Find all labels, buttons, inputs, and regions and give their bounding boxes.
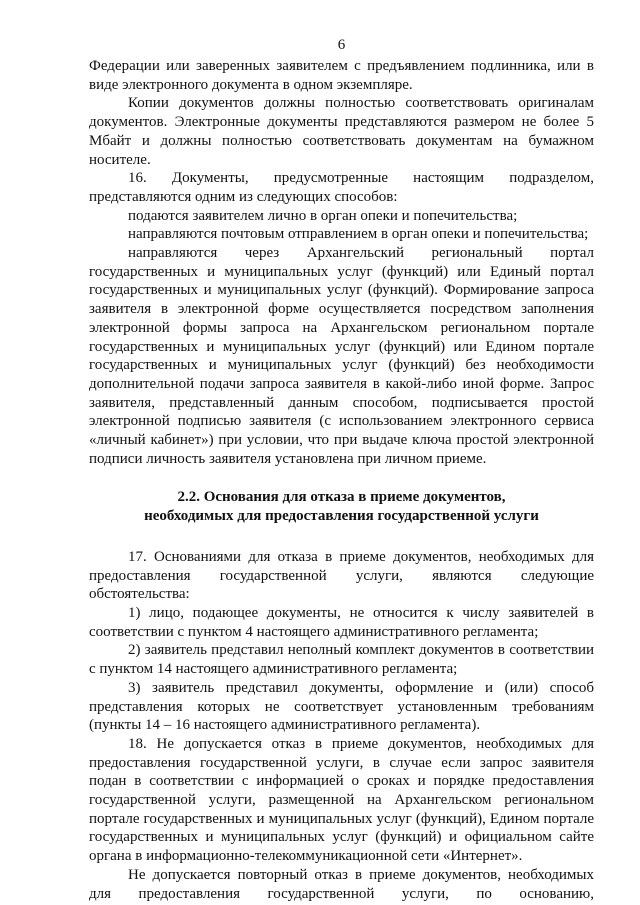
paragraph: 16. Документы, предусмотренные настоящим подразделом, представляются одним из следующих способов:	[89, 170, 594, 205]
page-number: 6	[337, 37, 346, 53]
document-page	[89, 36, 594, 903]
paragraph: Не допускается повторный отказ в приеме документов, необходимых для предоставления государственной услуги, по основанию,	[89, 866, 594, 902]
list-item: направляются через Архангельский региональный портал государственных и муниципальных услуг (функций) или Единый портал государственных и муниципальных услуг (функций). Формирование запроса заявителя в электронной форме осуществляется посредством заполнения электронной формы запроса на Архангельском региональном портале государственных и муниципальных услуг (функций) или Едином портале государственных и муниципальных услуг (функций) без необходимости дополнительной подачи запроса заявителя в какой-либо иной форме. Запрос заявителя, представленный данным способом, подписывается простой электронной подписью заявителя (с использованием электронного сервиса «личный кабинет») при условии, что при выдаче ключа простой электронной подписи личность заявителя установлена при личном приеме.	[89, 245, 594, 467]
section-heading-line: необходимых для предоставления государственной услуги	[144, 508, 539, 525]
list-item: 1) лицо, подающее документы, не относится к числу заявителей в соответствии с пунктом 4 настоящего административного регламента;	[89, 604, 594, 640]
list-item: 2) заявитель представил неполный комплект документов в соответствии с пунктом 14 настоящего административного регламента;	[89, 642, 594, 678]
section-heading	[89, 488, 594, 525]
list-item: 3) заявитель представил документы, оформление и (или) способ представления которых не соответствует установленным требованиям (пункты 14 – 16 настоящего административного регламента).	[89, 679, 594, 734]
paragraph: 18. Не допускается отказ в приеме документов, необходимых для предоставления государственной услуги, в случае если запрос заявителя подан в соответствии с информацией о сроках и порядке предоставления государственной услуги, размещенной на Архангельском региональном портале государственных и муниципальных услуг (функций), Едином портале государственных и муниципальных услуг (функций) и официальном сайте органа в информационно-телекоммуникационной сети «Интернет».	[89, 735, 594, 865]
paragraph: 17. Основаниями для отказа в приеме документов, необходимых для предоставления государственной услуги, являются следующие обстоятельства:	[89, 548, 594, 603]
paragraph: Копии документов должны полностью соответствовать оригиналам документов. Электронные документы представляются размером не более 5 Мбайт и должны полностью соответствовать документам на бумажном носителе.	[89, 95, 594, 168]
section-heading-line: 2.2. Основания для отказа в приеме документов,	[177, 489, 506, 506]
list-item: направляются почтовым отправлением в орган опеки и попечительства;	[128, 226, 589, 243]
list-item: подаются заявителем лично в орган опеки и попечительства;	[128, 207, 518, 224]
section-bottom	[89, 548, 594, 903]
paragraph: Федерации или заверенных заявителем с предъявлением подлинника, или в виде электронного документа в одном экземпляре.	[89, 58, 594, 93]
section-top	[89, 57, 594, 468]
